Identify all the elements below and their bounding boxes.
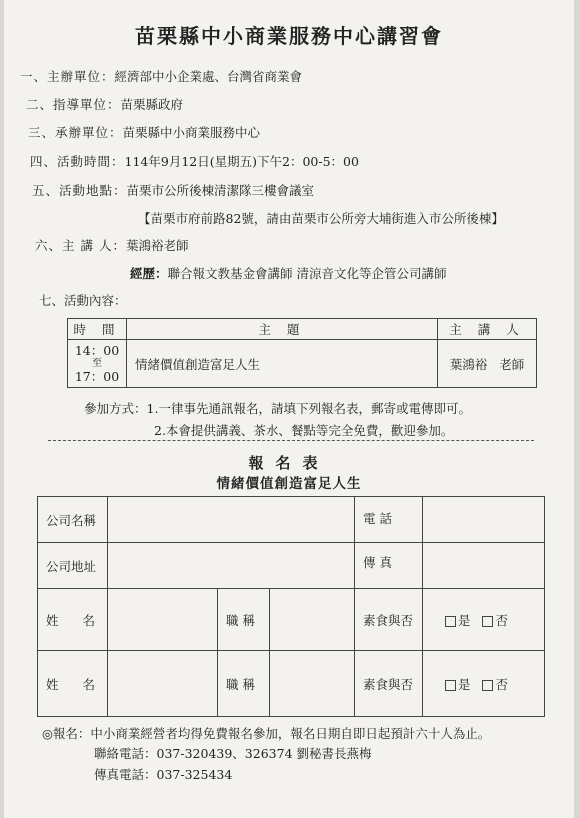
company-name-field[interactable] — [108, 497, 355, 543]
time-value: 114年9月12日(星期五)下午2：00-5：00 — [124, 154, 359, 169]
agenda-time — [68, 340, 127, 388]
page-title: 苗栗縣中小商業服務中心講習會 — [135, 24, 443, 48]
no-checkbox-2[interactable] — [482, 680, 493, 691]
phone-label: 電 話 — [355, 497, 423, 543]
experience-label: 經歷： — [130, 266, 168, 281]
time-label: 四、活動時間： — [30, 154, 125, 169]
company-address-field[interactable] — [108, 543, 355, 589]
participation-item-1: 1.一律事先通訊報名，請填下列報名表，郵寄或電傳即可。 — [146, 401, 471, 416]
speaker-line — [35, 236, 188, 254]
footer-note: ◎報名：中小商業經營者均得免費報名參加，報名日期自即日起預計六十人為止。 — [42, 726, 491, 741]
host-value: 苗栗縣中小商業服務中心 — [122, 125, 261, 140]
agenda-header-time: 時 間 — [68, 319, 127, 340]
agenda-topic: 情緒價值創造富足人生 — [127, 340, 438, 388]
name-label-2: 姓 名 — [38, 651, 108, 717]
organizer-line — [20, 67, 302, 85]
job-title-field-2[interactable] — [270, 651, 355, 717]
job-title-label-1: 職 稱 — [218, 589, 270, 651]
yes-label-2: 是 — [458, 676, 471, 692]
advisor-value: 苗栗縣政府 — [120, 97, 184, 112]
place-line — [32, 181, 314, 199]
vegetarian-label-2: 素食與否 — [355, 651, 423, 717]
agenda-header-row — [68, 319, 537, 340]
participation-label: 參加方式： — [84, 401, 147, 416]
fax-label: 傳 真 — [355, 543, 423, 589]
footer-contact: 聯絡電話：037-320439、326374 劉秘書長燕梅 — [94, 746, 372, 761]
registration-form — [37, 496, 545, 717]
agenda-header-speaker: 主 講 人 — [438, 319, 537, 340]
organizer-label: 一、主辦單位： — [20, 69, 115, 84]
agenda-time-end: 17：00 — [74, 369, 120, 384]
no-label-2: 否 — [495, 676, 508, 692]
yes-label-1: 是 — [458, 612, 471, 628]
name-field-1[interactable] — [108, 589, 218, 651]
experience-line — [130, 264, 447, 282]
participation-item-2: 2.本會提供講義、茶水、餐點等完全免費，歡迎參加。 — [154, 423, 454, 438]
host-line — [28, 123, 260, 141]
company-name-label: 公司名稱 — [38, 497, 108, 543]
agenda-table — [67, 318, 537, 388]
agenda-time-start: 14：00 — [74, 343, 120, 358]
job-title-label-2: 職 稱 — [218, 651, 270, 717]
name-label-1: 姓 名 — [38, 589, 108, 651]
advisor-line — [26, 95, 183, 113]
form-row-person-1 — [38, 589, 545, 651]
experience-value: 聯合報文教基金會講師 清涼音文化等企管公司講師 — [167, 266, 447, 281]
registration-title: 報名表 — [248, 454, 330, 472]
place-label: 五、活動地點： — [32, 183, 127, 198]
agenda-speaker: 葉鴻裕 老師 — [438, 340, 537, 388]
participation-line-1 — [84, 399, 471, 417]
company-address-label: 公司地址 — [38, 543, 108, 589]
vegetarian-label-1: 素食與否 — [355, 589, 423, 651]
no-label-1: 否 — [495, 612, 508, 628]
fax-field[interactable] — [423, 543, 545, 589]
place-value: 苗栗市公所後棟清潔隊三樓會議室 — [126, 183, 315, 198]
form-row-company — [38, 497, 545, 543]
job-title-field-1[interactable] — [270, 589, 355, 651]
registration-subtitle: 情緒價值創造富足人生 — [216, 476, 362, 492]
content-label: 七、活動內容： — [39, 293, 127, 308]
footer-fax: 傳真電話：037-325434 — [94, 767, 233, 782]
speaker-value: 葉鴻裕老師 — [125, 238, 189, 253]
organizer-value: 經濟部中小企業處、台灣省商業會 — [114, 69, 303, 84]
no-checkbox-1[interactable] — [482, 616, 493, 627]
host-label: 三、承辦單位： — [28, 125, 123, 140]
cut-line — [48, 440, 534, 441]
flyer-page — [4, 0, 574, 818]
speaker-label: 六、主 講 人： — [35, 238, 126, 253]
form-row-person-2 — [38, 651, 545, 717]
agenda-header-topic: 主 題 — [127, 319, 438, 340]
vegetarian-choice-1 — [423, 589, 545, 651]
vegetarian-choice-2 — [423, 651, 545, 717]
phone-field[interactable] — [423, 497, 545, 543]
name-field-2[interactable] — [108, 651, 218, 717]
agenda-time-to: 至 — [92, 358, 102, 369]
advisor-label: 二、指導單位： — [26, 97, 121, 112]
agenda-row — [68, 340, 537, 388]
yes-checkbox-1[interactable] — [445, 616, 456, 627]
yes-checkbox-2[interactable] — [445, 680, 456, 691]
address-line: 【苗栗市府前路82號，請由苗栗市公所旁大埔街進入市公所後棟】 — [138, 211, 504, 226]
form-row-address — [38, 543, 545, 589]
time-line — [30, 152, 359, 170]
